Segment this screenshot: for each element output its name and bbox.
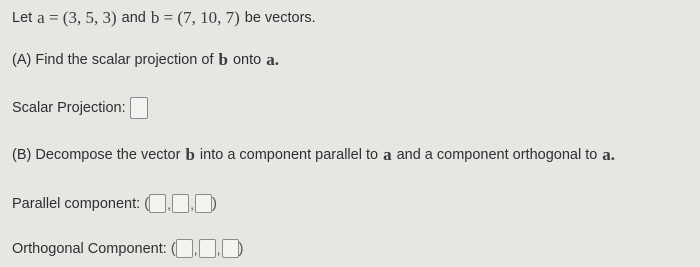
parallel-component-label: Parallel component: <box>12 195 141 212</box>
be-vectors-text: be vectors. <box>244 10 316 26</box>
parallel-component-row <box>12 194 217 213</box>
scalar-projection-input[interactable] <box>130 97 148 119</box>
comma: , <box>216 241 221 257</box>
vector-a-symbol: a. <box>266 50 279 69</box>
vector-a-definition: a = (3, 5, 3) <box>37 8 117 27</box>
comma: , <box>167 196 172 212</box>
comma: , <box>190 196 194 212</box>
orthogonal-y-input[interactable] <box>199 239 216 258</box>
close-paren: ) <box>238 240 244 257</box>
scalar-projection-row <box>12 97 148 119</box>
open-paren: ( <box>170 240 176 257</box>
parallel-y-input[interactable] <box>172 194 189 213</box>
comma: , <box>193 241 198 257</box>
vector-b-symbol: b <box>218 50 228 69</box>
part-b-question <box>12 145 615 165</box>
vector-a-symbol: a. <box>602 145 616 164</box>
orthogonal-x-input[interactable] <box>176 239 193 258</box>
orthogonal-component-row <box>12 239 244 258</box>
onto-text: onto <box>232 52 262 68</box>
let-text: Let <box>12 10 33 26</box>
problem-statement <box>12 8 316 28</box>
vector-a-symbol: a <box>383 145 392 164</box>
part-a-question <box>12 50 279 70</box>
orthogonal-z-input[interactable] <box>222 239 239 258</box>
vector-b-definition: b = (7, 10, 7) <box>150 8 240 27</box>
orthogonal-component-label: Orthogonal Component: <box>12 240 167 257</box>
part-b-prefix: (B) Decompose the vector <box>12 147 181 163</box>
part-b-middle: into a component parallel to <box>199 147 379 163</box>
scalar-projection-label: Scalar Projection: <box>12 100 126 116</box>
close-paren: ) <box>211 195 217 212</box>
part-a-prefix: (A) Find the scalar projection of <box>12 52 214 68</box>
vector-b-symbol: b <box>185 145 195 164</box>
parallel-x-input[interactable] <box>149 194 166 213</box>
open-paren: ( <box>144 195 150 212</box>
part-b-middle2: and a component orthogonal to <box>396 147 598 163</box>
parallel-z-input[interactable] <box>195 194 212 213</box>
and-text: and <box>121 10 146 26</box>
